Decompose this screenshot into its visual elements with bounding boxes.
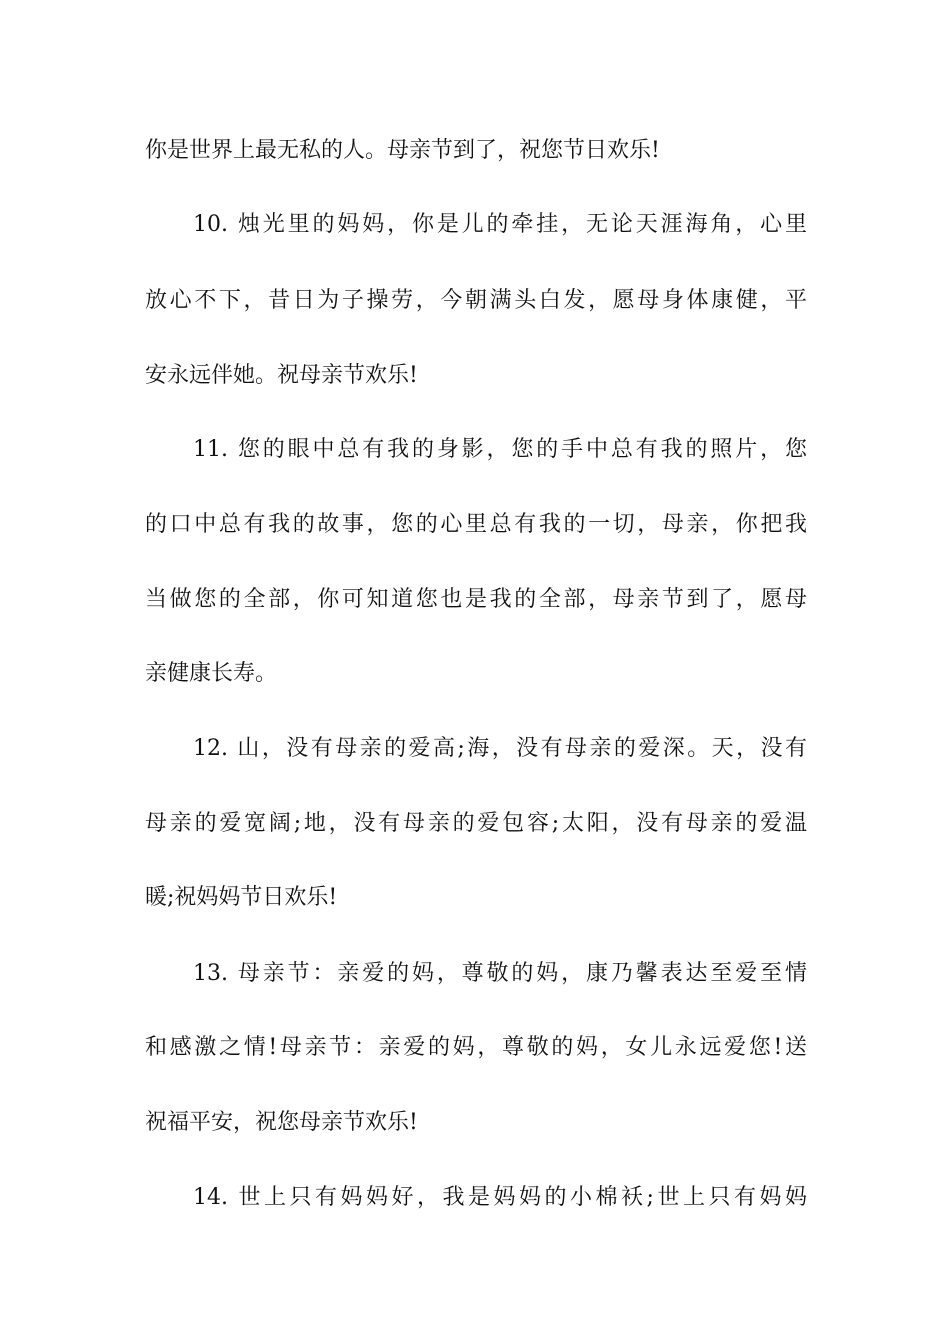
text-line: 祝福平安，祝您母亲节欢乐!: [145, 1110, 418, 1135]
text-line: 暖;祝妈妈节日欢乐!: [145, 885, 338, 910]
text-line: 和感激之情!母亲节：亲爱的妈，尊敬的妈，女儿永远爱您!送: [145, 1035, 807, 1060]
text-line: 的口中总有我的故事，您的心里总有我的一切，母亲，你把我: [145, 512, 807, 537]
text-line: 安永远伴她。祝母亲节欢乐!: [145, 363, 418, 388]
text-line: 亲健康长寿。: [145, 661, 278, 686]
text-line: 12. 山，没有母亲的爱高;海，没有母亲的爱深。天，没有: [193, 736, 807, 761]
text-line: 11. 您的眼中总有我的身影，您的手中总有我的照片，您: [193, 437, 807, 462]
text-line: 放心不下，昔日为子操劳，今朝满头白发，愿母身体康健，平: [145, 288, 807, 313]
text-line: 10. 烛光里的妈妈，你是儿的牵挂，无论天涯海角，心里: [193, 212, 807, 237]
text-line: 13. 母亲节：亲爱的妈，尊敬的妈，康乃馨表达至爱至情: [193, 961, 807, 986]
text-line: 14. 世上只有妈妈好，我是妈妈的小棉袄;世上只有妈妈: [193, 1185, 807, 1210]
text-line: 你是世界上最无私的人。母亲节到了，祝您节日欢乐!: [145, 138, 660, 163]
text-line: 母亲的爱宽阔;地，没有母亲的爱包容;太阳，没有母亲的爱温: [145, 811, 807, 836]
text-line: 当做您的全部，你可知道您也是我的全部，母亲节到了，愿母: [145, 587, 807, 612]
